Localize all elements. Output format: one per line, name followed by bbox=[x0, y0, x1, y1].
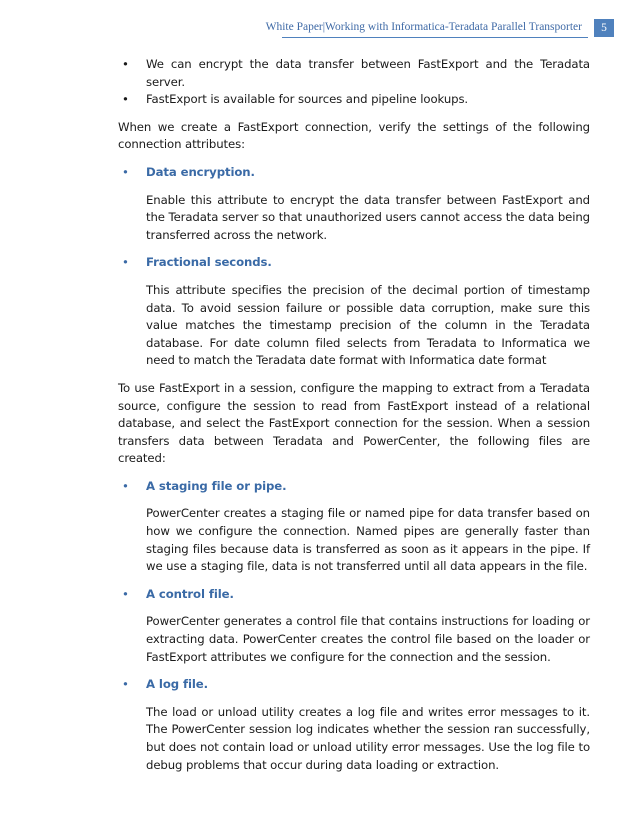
intro-bullet: • We can encrypt the data transfer between FastExport and the Teradata server. bbox=[122, 57, 590, 89]
attribute-body: This attribute specifies the precision of the decimal portion of timestamp data. To avoid session failure or possible data corruption, make sure this value matches the timestamp precision of the column in the Teradata database. For date column filed selects from Teradata to Informatica we need to match the Teradata date format with Informatica date format bbox=[146, 282, 590, 368]
attribute-section bbox=[118, 164, 590, 244]
paragraph-fastexport-session: To use FastExport in a session, configure the mapping to extract from a Teradata source, configure the session to read from FastExport instead of a relational database, and select the FastExport connection for the session. When a session transfers data between Teradata and PowerCenter, the following files are created: bbox=[118, 380, 590, 466]
bullet-icon: • bbox=[122, 57, 129, 71]
file-heading: • A control file. bbox=[146, 586, 590, 604]
bullet-icon: • bbox=[122, 677, 129, 692]
file-section bbox=[118, 676, 590, 774]
file-heading: • A staging file or pipe. bbox=[146, 478, 590, 496]
bullet-icon: • bbox=[122, 478, 129, 493]
file-section bbox=[118, 586, 590, 666]
file-section bbox=[118, 478, 590, 576]
bullet-icon: • bbox=[122, 255, 129, 270]
attribute-section bbox=[118, 254, 590, 370]
page-header bbox=[0, 19, 638, 35]
intro-bullet: • FastExport is available for sources and pipeline lookups. bbox=[118, 91, 590, 109]
file-heading: • A log file. bbox=[146, 676, 590, 694]
intro-bullet-list bbox=[118, 56, 590, 109]
bullet-icon: • bbox=[122, 92, 129, 107]
attribute-body: Enable this attribute to encrypt the data transfer between FastExport and the Teradata server so that unauthorized users cannot access the data being transferred across the network. bbox=[146, 192, 590, 242]
paragraph-connection-attributes: When we create a FastExport connection, verify the settings of the following connection attributes: bbox=[118, 119, 590, 152]
bullet-icon: • bbox=[122, 164, 129, 179]
header-rule bbox=[282, 37, 588, 38]
page-content bbox=[118, 56, 590, 784]
page-number: 5 bbox=[594, 19, 614, 37]
bullet-icon: • bbox=[122, 586, 129, 601]
attribute-heading: • Fractional seconds. bbox=[146, 254, 590, 272]
attribute-heading: • Data encryption. bbox=[146, 164, 590, 182]
file-body: PowerCenter creates a staging file or named pipe for data transfer based on how we configure the connection. Named pipes are generally faster than staging files because data is transferred as soon as it appears in the pipe. If we use a staging file, data is not transferred until all data appears in the file. bbox=[146, 506, 590, 574]
file-body: The load or unload utility creates a log file and writes error messages to it. The PowerCenter session log indicates whether the session ran successfully, but does not contain load or unload utility error messages. Use the log file to debug problems that occur during data loading or extraction. bbox=[146, 704, 590, 772]
file-body: PowerCenter generates a control file that contains instructions for loading or extracting data. PowerCenter creates the control file based on the loader or FastExport attributes we configure for the connection and the session. bbox=[146, 614, 590, 664]
header-title: White Paper|Working with Informatica-Teradata Parallel Transporter bbox=[265, 21, 582, 33]
